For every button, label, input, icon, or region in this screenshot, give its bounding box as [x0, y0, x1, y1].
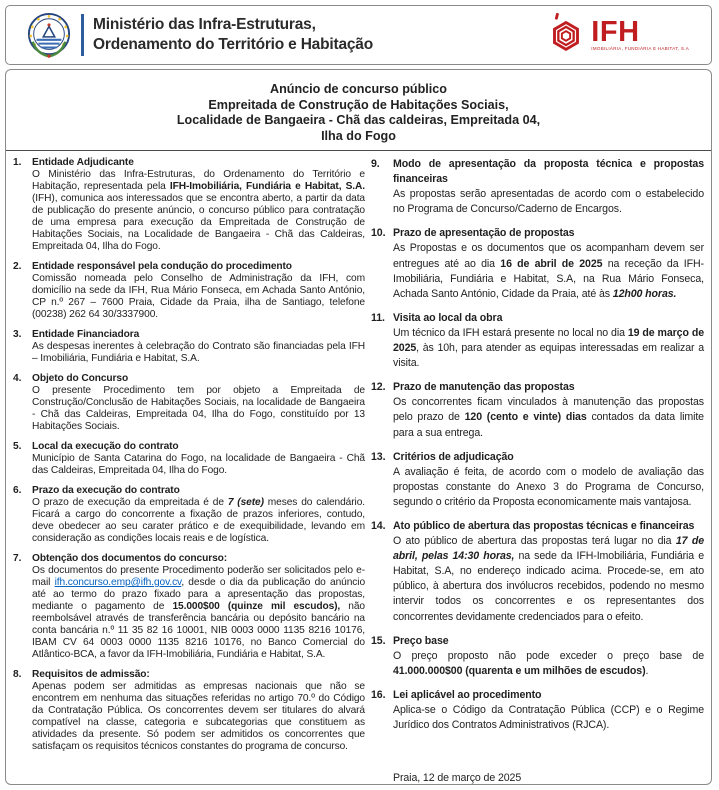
text-segment: Um técnico da IFH estará presente no local no dia — [393, 326, 628, 339]
item-number: 1. — [13, 157, 22, 168]
text-segment: As Propostas e os documentos que os acompanham devem ser entregues até ao dia — [393, 242, 704, 270]
text-segment: O ato público de abertura das propostas terá lugar no dia — [393, 535, 676, 548]
tender-item — [371, 634, 704, 679]
item-heading: Obtenção dos documentos do concurso: — [32, 553, 228, 564]
item-body — [393, 241, 704, 301]
text-segment: Comissão nomeada pelo Conselho de Administração da IFH, com domicílio na sede da IFH, Rua Mário Fonseca, em Achada Santo António, CP n.º 267 – 7600 Praia, Cidade da Praia, ilha de Santiago, telefone (00238) 262 64 30/3337900. — [32, 273, 365, 320]
item-number: 15. — [371, 634, 386, 647]
item-body — [32, 341, 365, 365]
item-heading: Visita ao local da obra — [393, 311, 503, 324]
item-body — [32, 453, 365, 477]
tender-item — [371, 380, 704, 440]
text-segment: . — [645, 664, 649, 677]
text-segment: 16 de abril de 2025 — [500, 257, 603, 270]
ifh-hexagon-icon — [543, 11, 589, 59]
column-left — [13, 157, 365, 785]
text-segment: O presente Procedimento tem por objeto a Empreitada de Construção/Conclusão de Habitações Sociais, na localidade de Bangaeira - Chã das Caldeiras, Empreitada 04, Ilha do Fogo, constituído por 13 Habitações Sociais. — [32, 385, 365, 432]
tender-item — [13, 157, 365, 253]
item-body — [32, 273, 365, 321]
title-line2: Empreitada de Construção de Habitações Sociais, — [208, 97, 509, 112]
tender-item — [13, 553, 365, 661]
item-body — [393, 534, 704, 625]
text-segment: 120 (cento e vinte) dias — [464, 411, 587, 424]
item-content — [32, 261, 365, 321]
item-body — [32, 169, 365, 253]
item-number: 8. — [13, 669, 22, 680]
item-body — [393, 703, 704, 733]
item-number: 16. — [371, 688, 386, 701]
text-segment: O Ministério das Infra-Estruturas, do Ordenamento do Território e Habitação, representada pela — [32, 169, 365, 192]
item-body — [32, 385, 365, 433]
item-number: 2. — [13, 261, 22, 272]
item-heading: Requisitos de admissão: — [32, 669, 150, 680]
item-number: 6. — [13, 485, 22, 496]
item-content — [393, 519, 704, 625]
text-segment: O preço proposto não pode exceder o preço base de — [393, 649, 704, 662]
text-segment: meses do calendário. Ficará a cargo do concorrente a fixação de prazos inferiores, contudo, deve obedecer ao seu carater prático e de exequibilidade, levando em consideração as condições locais reais e de logística. — [32, 497, 365, 544]
tender-item — [371, 688, 704, 733]
text-segment: 12h00 horas. — [612, 287, 677, 300]
item-content — [32, 441, 365, 477]
header — [5, 5, 712, 65]
text-segment: 19 de março de 2025 — [393, 326, 704, 355]
text-segment: na sede da IFH-Imobiliária, Fundiária e Habitat, S.A, no endereço indicado acima. Procede-se, em ato público, à abertura dos invólucros recebidos, podendo no mesmo intervir todos os concorrentes e os representantes dos concorrentes devidamente credenciados para o efeito. — [393, 550, 704, 623]
text-segment: Aplica-se o Código da Contratação Pública (CCP) e o Regime Jurídico dos Contratos Administrativos (RJCA). — [393, 704, 704, 732]
date-place: Praia, 12 de março de 2025 — [393, 772, 522, 785]
item-heading: Prazo da execução do contrato — [32, 485, 180, 496]
tender-item — [13, 261, 365, 321]
ministry-name — [93, 15, 373, 55]
text-segment: , desde o dia da publicação do anúncio até ao termo do prazo fixado para a apresentação das propostas, mediante o pagamento de — [32, 577, 366, 612]
title-line3: Localidade de Bangaeira - Chã das caldeiras, Empreitada 04, — [176, 113, 541, 128]
item-heading: Prazo de apresentação de propostas — [393, 227, 575, 240]
tender-item — [371, 450, 704, 510]
text-segment: não reembolsável através de transferência bancária ou depósito bancário na conta bancária n.º 11 35 82 16 10001, NIB 0003 0000 1135 8216 10176, IBAM CV 64 0003 0000 1135 8216 10176, no Banco Comercial do Atlântico-BCA, a favor da IFH-Imobiliária, Fundiária e Habitat, S.A. — [32, 601, 365, 660]
item-content — [32, 553, 365, 661]
item-content — [393, 157, 704, 217]
text-segment: As propostas serão apresentadas de acordo com o estabelecido no Programa de Concurso/Caderno de Encargos. — [393, 188, 704, 216]
tender-item — [13, 329, 365, 365]
text-segment: 17 de abril, pelas 14:30 horas, — [393, 535, 704, 563]
tender-item — [13, 669, 365, 753]
tender-item — [371, 311, 704, 371]
text-segment: 41.000.000$00 (quarenta e um milhões de escudos) — [393, 664, 646, 677]
item-heading: Lei aplicável ao procedimento — [393, 688, 542, 701]
two-column-layout — [6, 151, 711, 785]
text-segment: 15.000$00 (quinze mil escudos), — [172, 601, 341, 612]
item-heading: Entidade Financiadora — [32, 329, 140, 340]
title-line4: Ilha do Fogo — [321, 128, 396, 143]
tender-item — [13, 441, 365, 477]
item-number: 12. — [371, 381, 386, 394]
item-body — [393, 649, 704, 679]
item-body — [393, 395, 704, 440]
item-heading: Prazo de manutenção das propostas — [393, 381, 575, 394]
tender-item — [371, 157, 704, 217]
column-right — [371, 157, 704, 785]
tender-item — [13, 485, 365, 545]
text-segment: O prazo de execução da empreitada é de — [32, 497, 228, 508]
text-segment: , às 10h, para atender as equipas interessadas em realizar a visita. — [393, 342, 704, 370]
item-heading: Local da execução do contrato — [32, 441, 179, 452]
announcement-title — [6, 70, 711, 151]
ministry-line1: Ministério das Infra-Estruturas, — [93, 16, 316, 33]
item-number: 9. — [371, 158, 380, 170]
item-body — [32, 565, 365, 661]
item-content — [393, 311, 704, 371]
title-line1: Anúncio de concurso público — [269, 82, 448, 96]
text-segment: na receção da IFH-Imobiliária, Fundiária e Habitat, S.A, na Rua Mário Fonseca, Achada Santo António, Cidade da Praia, até às — [393, 257, 704, 300]
ifh-wordmark — [591, 16, 689, 51]
item-number: 5. — [13, 441, 22, 452]
item-body — [393, 465, 704, 510]
cape-verde-emblem-icon — [26, 12, 72, 58]
announcement-body — [5, 69, 712, 785]
item-content — [32, 373, 365, 433]
header-divider — [81, 14, 84, 56]
tender-item — [13, 373, 365, 433]
item-number: 3. — [13, 329, 22, 340]
text-segment: Apenas podem ser admitidas as empresas nacionais que não se encontrem em nenhuma das situações referidas no artigo 70.º do Código da Contratação Pública. Os concorrentes devem ser titulares do alvará compatível na classe, categoria e subcategorias que constituem as atividades da presente. Só podem ser admitidos os concorrentes que satisfaçam os requisitos técnicos constantes do programa de concurso. — [32, 681, 365, 752]
text-segment: 7 (sete) — [227, 497, 264, 508]
item-content — [32, 485, 365, 545]
item-heading: Critérios de adjudicação — [393, 450, 514, 463]
item-number: 4. — [13, 373, 22, 384]
ifh-logo — [543, 11, 689, 59]
item-heading: Objeto do Concurso — [32, 373, 129, 384]
item-number: 10. — [371, 227, 386, 240]
item-body — [32, 681, 365, 753]
ifh-letters: IFH — [591, 16, 640, 48]
item-content — [32, 157, 365, 253]
text-segment: IFH-Imobiliária, Fundiária e Habitat, S.A. — [169, 181, 365, 192]
item-content — [393, 226, 704, 301]
item-number: 14. — [371, 519, 386, 532]
item-body — [32, 497, 365, 545]
text-segment: Município de Santa Catarina do Fogo, na localidade de Bangaeira - Chã das Caldeiras, Empreitada 04, Ilha do Fogo. — [32, 453, 365, 476]
email-link[interactable]: ifh.concurso.emp@ifh.gov.cv — [54, 577, 182, 588]
item-heading: Modo de apresentação da proposta técnica e propostas financeiras — [393, 158, 704, 186]
item-heading: Preço base — [393, 634, 449, 647]
item-number: 13. — [371, 450, 386, 463]
item-number: 11. — [371, 311, 385, 324]
item-heading: Entidade responsável pela condução do procedimento — [32, 261, 292, 272]
item-content — [393, 380, 704, 440]
text-segment: As despesas inerentes à celebração do Contrato são financiadas pela IFH – Imobiliária, Fundiária e Habitat, S.A. — [32, 341, 365, 364]
item-heading: Entidade Adjudicante — [32, 157, 134, 168]
item-content — [32, 329, 365, 365]
text-segment: Os documentos do presente Procedimento poderão ser solicitados pelo e-mail — [32, 565, 365, 588]
ministry-line2: Ordenamento do Território e Habitação — [93, 36, 373, 53]
item-content — [393, 634, 704, 679]
item-content — [393, 450, 704, 510]
text-segment: (IFH), comunica aos interessados que se encontra aberto, a partir da data de publicação do presente anúncio, o concurso público para contratação de uma empresa para execução da Empreitada de Construção de Habitações Sociais, na Localidade de Bangaeira - Chã das Caldeiras, Empreitada 04, Ilha do Fogo. — [32, 193, 365, 252]
item-heading: Ato público de abertura das propostas técnicas e financeiras — [393, 519, 695, 532]
item-body — [393, 187, 704, 217]
item-content — [32, 669, 365, 753]
text-segment: A avaliação é feita, de acordo com o modelo de avaliação das propostas constante do Anexo 3 do Programa de Concurso, segundo o critério da Proposta economicamente mais vantajosa. — [393, 465, 704, 508]
item-content — [393, 688, 704, 733]
text-segment: contados da data limite para a sua entrega. — [393, 411, 704, 439]
tender-item — [371, 226, 704, 301]
text-segment: Os concorrentes ficam vinculados à manutenção das propostas pelo prazo de — [393, 396, 704, 424]
column-right-items — [371, 157, 704, 733]
item-body — [393, 326, 704, 371]
tender-item — [371, 519, 704, 625]
ifh-tagline: IMOBILIÁRIA, FUNDIÁRIA E HABITAT, S.A — [591, 46, 689, 51]
item-number: 7. — [13, 553, 22, 564]
